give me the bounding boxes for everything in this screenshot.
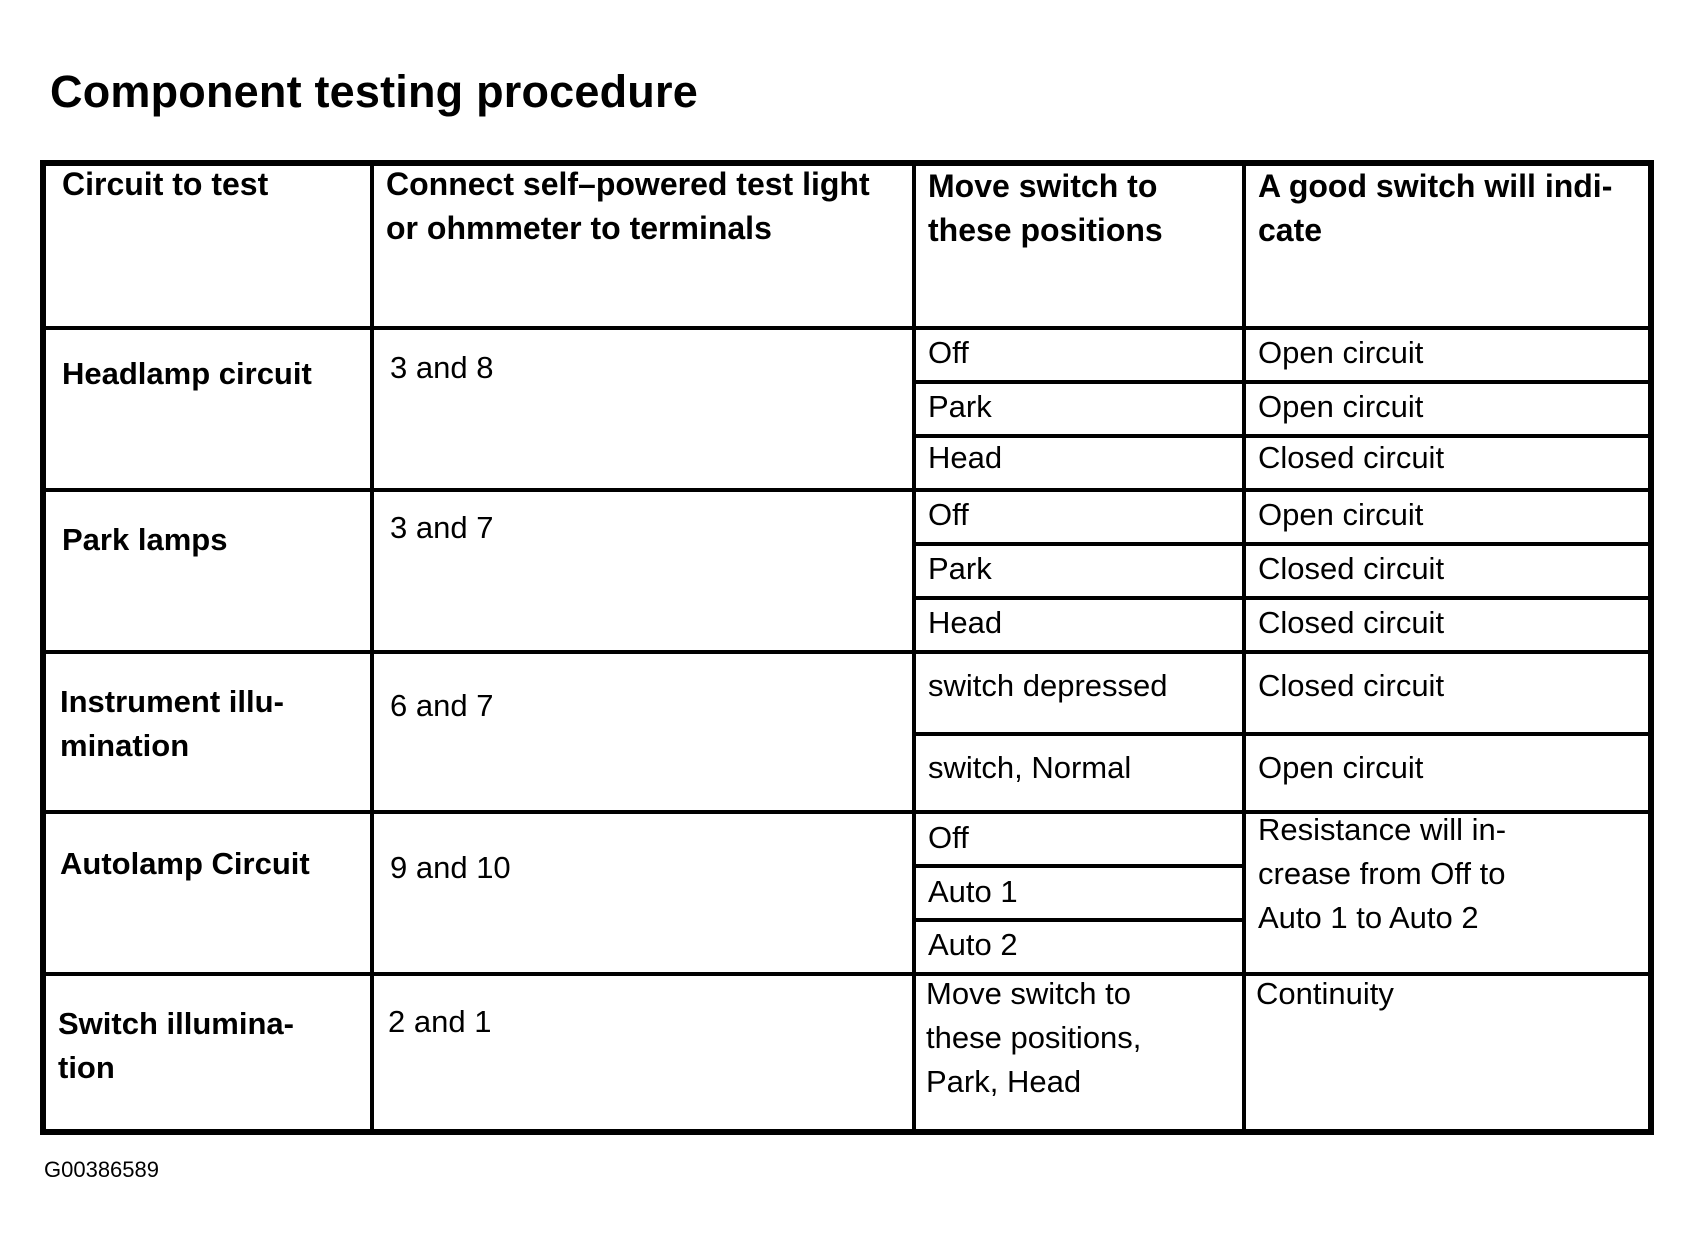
switch-position: Head (928, 440, 1003, 475)
subrow-divider (912, 864, 1246, 868)
header-terminals-line1: Connect self–powered test light (386, 166, 870, 202)
switch-position: Park (928, 389, 992, 424)
column-divider (1242, 166, 1246, 1129)
terminals: 2 and 1 (388, 1004, 492, 1039)
result: Open circuit (1258, 389, 1424, 424)
subrow-divider (912, 732, 1648, 736)
result: Open circuit (1258, 497, 1424, 532)
terminals: 3 and 7 (390, 510, 494, 545)
page-title: Component testing procedure (50, 66, 698, 117)
switch-position: switch, Normal (928, 750, 1132, 785)
terminals: 3 and 8 (390, 350, 494, 385)
header-circuit: Circuit to test (62, 166, 269, 202)
subrow-divider (912, 380, 1648, 384)
terminals: 9 and 10 (390, 850, 511, 885)
result: Closed circuit (1258, 440, 1445, 475)
row-divider (46, 650, 1648, 654)
switch-position-line2: these positions, (926, 1020, 1142, 1055)
result-line2: crease from Off to (1258, 856, 1506, 891)
column-divider (370, 166, 374, 1129)
switch-position-line3: Park, Head (926, 1064, 1082, 1099)
result-line1: Resistance will in- (1258, 812, 1507, 847)
component-testing-table (40, 160, 1654, 1135)
result: Closed circuit (1258, 668, 1445, 703)
circuit-name: Park lamps (62, 522, 228, 557)
terminals: 6 and 7 (390, 688, 494, 723)
circuit-name-line1: Instrument illu- (60, 684, 284, 719)
result: Open circuit (1258, 335, 1424, 370)
result: Closed circuit (1258, 605, 1445, 640)
circuit-name-line2: mination (60, 728, 190, 763)
circuit-name: Autolamp Circuit (60, 846, 310, 881)
switch-position: switch depressed (928, 668, 1168, 703)
header-positions-line2: these positions (928, 212, 1163, 248)
row-divider (46, 488, 1648, 492)
header-terminals-line2: or ohmmeter to terminals (386, 210, 772, 246)
switch-position: Auto 1 (928, 874, 1018, 909)
switch-position-line1: Move switch to (926, 976, 1132, 1011)
row-divider (46, 972, 1648, 976)
subrow-divider (912, 918, 1246, 922)
circuit-name-line1: Switch illumina- (58, 1006, 294, 1041)
switch-position: Auto 2 (928, 927, 1018, 962)
switch-position: Off (928, 497, 969, 532)
subrow-divider (912, 596, 1648, 600)
result-line3: Auto 1 to Auto 2 (1258, 900, 1479, 935)
subrow-divider (912, 542, 1648, 546)
switch-position: Park (928, 551, 992, 586)
result: Continuity (1256, 976, 1394, 1011)
result: Closed circuit (1258, 551, 1445, 586)
circuit-name-line2: tion (58, 1050, 115, 1085)
circuit-name: Headlamp circuit (62, 356, 312, 391)
header-positions-line1: Move switch to (928, 168, 1158, 204)
result: Open circuit (1258, 750, 1424, 785)
switch-position: Off (928, 820, 969, 855)
header-indicate-line2: cate (1258, 212, 1323, 248)
header-indicate-line1: A good switch will indi- (1258, 168, 1613, 204)
row-divider (46, 326, 1648, 330)
switch-position: Off (928, 335, 969, 370)
switch-position: Head (928, 605, 1003, 640)
figure-id: G00386589 (44, 1157, 159, 1182)
column-divider (912, 166, 916, 1129)
